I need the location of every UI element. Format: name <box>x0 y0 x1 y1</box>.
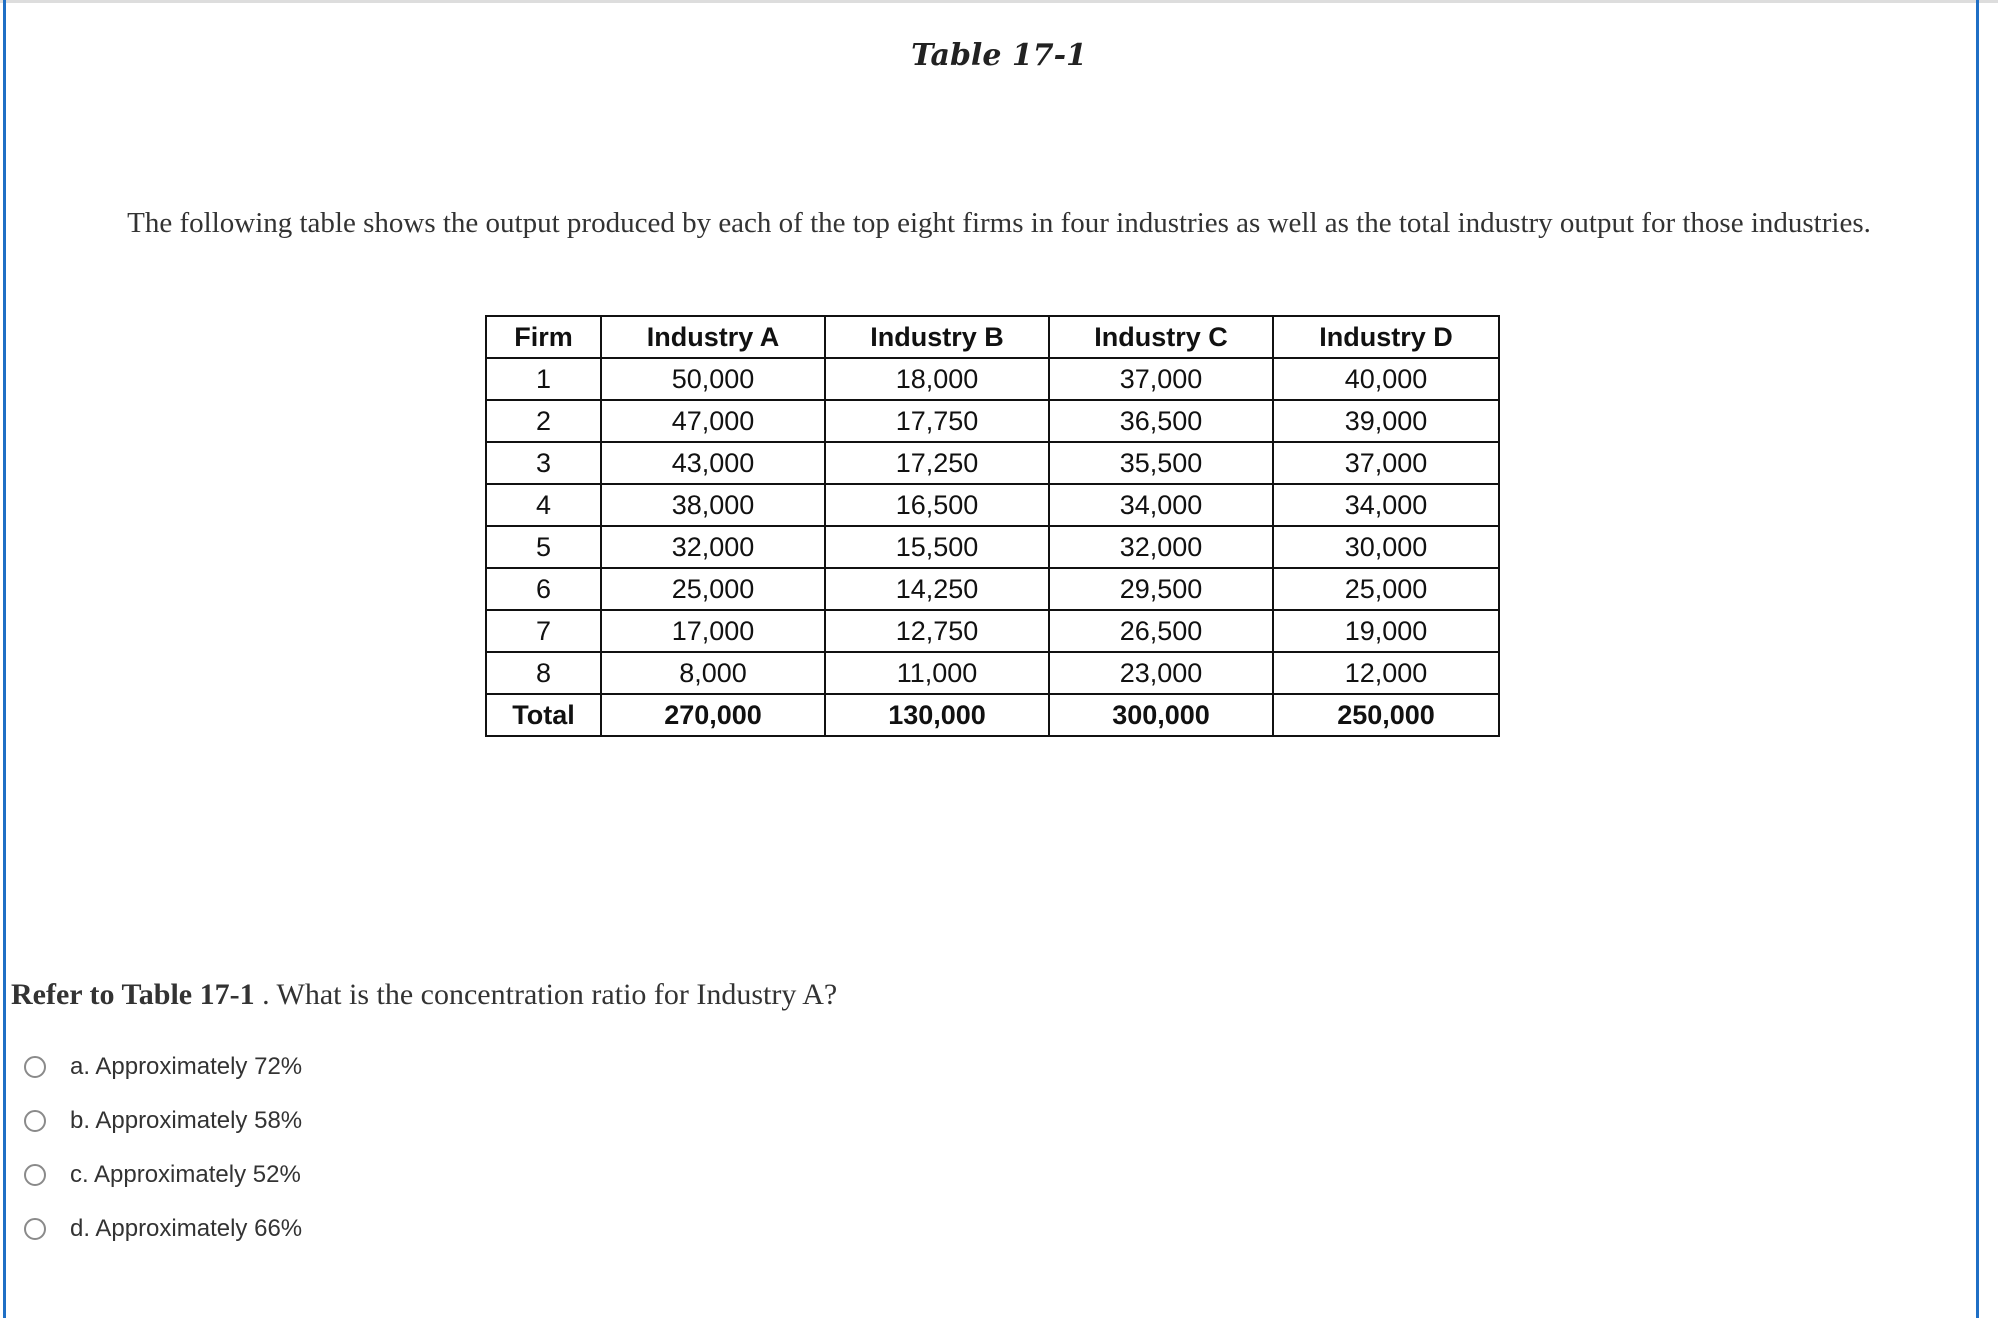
table-total-row <box>486 694 1499 736</box>
radio-button-icon[interactable] <box>24 1110 46 1132</box>
table-cell: 3 <box>486 442 601 484</box>
table-cell: 8 <box>486 652 601 694</box>
table-cell: 30,000 <box>1273 526 1499 568</box>
total-cell: Total <box>486 694 601 736</box>
answer-option-label: a. Approximately 72% <box>70 1053 303 1080</box>
table-cell: 37,000 <box>1273 442 1499 484</box>
answer-option-d[interactable] <box>24 1202 302 1256</box>
table-cell: 26,500 <box>1049 610 1273 652</box>
answer-option-b[interactable] <box>24 1094 302 1148</box>
question-body: . What is the concentration ratio for Industry A? <box>254 978 838 1011</box>
question-reference: Refer to Table 17-1 <box>11 978 255 1011</box>
table-cell: 35,500 <box>1049 442 1273 484</box>
table-row <box>486 652 1499 694</box>
table-description: The following table shows the output produced by each of the top eight firms in four industries as well as the total industry output for those industries. <box>127 207 1871 239</box>
total-cell: 300,000 <box>1049 694 1273 736</box>
header-cell: Industry B <box>825 316 1049 358</box>
answer-option-a[interactable] <box>24 1040 302 1094</box>
table-cell: 34,000 <box>1049 484 1273 526</box>
table-cell: 32,000 <box>601 526 825 568</box>
table-cell: 50,000 <box>601 358 825 400</box>
header-cell: Industry D <box>1273 316 1499 358</box>
table-cell: 43,000 <box>601 442 825 484</box>
table-row <box>486 526 1499 568</box>
table-cell: 12,000 <box>1273 652 1499 694</box>
table-row <box>486 568 1499 610</box>
table-cell: 25,000 <box>1273 568 1499 610</box>
question-text <box>11 978 837 1012</box>
table-cell: 32,000 <box>1049 526 1273 568</box>
table-row <box>486 442 1499 484</box>
total-cell: 250,000 <box>1273 694 1499 736</box>
table-cell: 17,000 <box>601 610 825 652</box>
table-cell: 47,000 <box>601 400 825 442</box>
top-divider <box>0 0 1998 3</box>
radio-button-icon[interactable] <box>24 1164 46 1186</box>
table-cell: 17,250 <box>825 442 1049 484</box>
table-cell: 23,000 <box>1049 652 1273 694</box>
table-cell: 29,500 <box>1049 568 1273 610</box>
table-row <box>486 358 1499 400</box>
table-cell: 34,000 <box>1273 484 1499 526</box>
table-cell: 39,000 <box>1273 400 1499 442</box>
right-accent-border <box>1976 0 1979 1318</box>
table-cell: 38,000 <box>601 484 825 526</box>
table-cell: 2 <box>486 400 601 442</box>
radio-button-icon[interactable] <box>24 1056 46 1078</box>
table-cell: 25,000 <box>601 568 825 610</box>
output-table <box>485 315 1500 737</box>
table-cell: 36,500 <box>1049 400 1273 442</box>
answer-option-label: d. Approximately 66% <box>70 1215 303 1242</box>
table-cell: 18,000 <box>825 358 1049 400</box>
table-row <box>486 610 1499 652</box>
answer-option-label: c. Approximately 52% <box>70 1161 301 1188</box>
total-cell: 130,000 <box>825 694 1049 736</box>
table-cell: 17,750 <box>825 400 1049 442</box>
table-cell: 12,750 <box>825 610 1049 652</box>
table-cell: 37,000 <box>1049 358 1273 400</box>
answer-options <box>24 1040 302 1256</box>
answer-option-c[interactable] <box>24 1148 302 1202</box>
header-cell: Industry A <box>601 316 825 358</box>
table-cell: 1 <box>486 358 601 400</box>
table-row <box>486 400 1499 442</box>
table-row <box>486 484 1499 526</box>
header-cell: Industry C <box>1049 316 1273 358</box>
table-cell: 11,000 <box>825 652 1049 694</box>
radio-button-icon[interactable] <box>24 1218 46 1240</box>
table-header-row <box>486 316 1499 358</box>
header-cell: Firm <box>486 316 601 358</box>
table-cell: 4 <box>486 484 601 526</box>
table-cell: 15,500 <box>825 526 1049 568</box>
left-accent-border <box>3 0 6 1318</box>
table-cell: 19,000 <box>1273 610 1499 652</box>
table-cell: 16,500 <box>825 484 1049 526</box>
table-title: Table 17-1 <box>911 38 1087 73</box>
table-cell: 14,250 <box>825 568 1049 610</box>
table-cell: 5 <box>486 526 601 568</box>
answer-option-label: b. Approximately 58% <box>70 1107 303 1134</box>
table-cell: 6 <box>486 568 601 610</box>
table-cell: 40,000 <box>1273 358 1499 400</box>
table-cell: 7 <box>486 610 601 652</box>
table-cell: 8,000 <box>601 652 825 694</box>
total-cell: 270,000 <box>601 694 825 736</box>
